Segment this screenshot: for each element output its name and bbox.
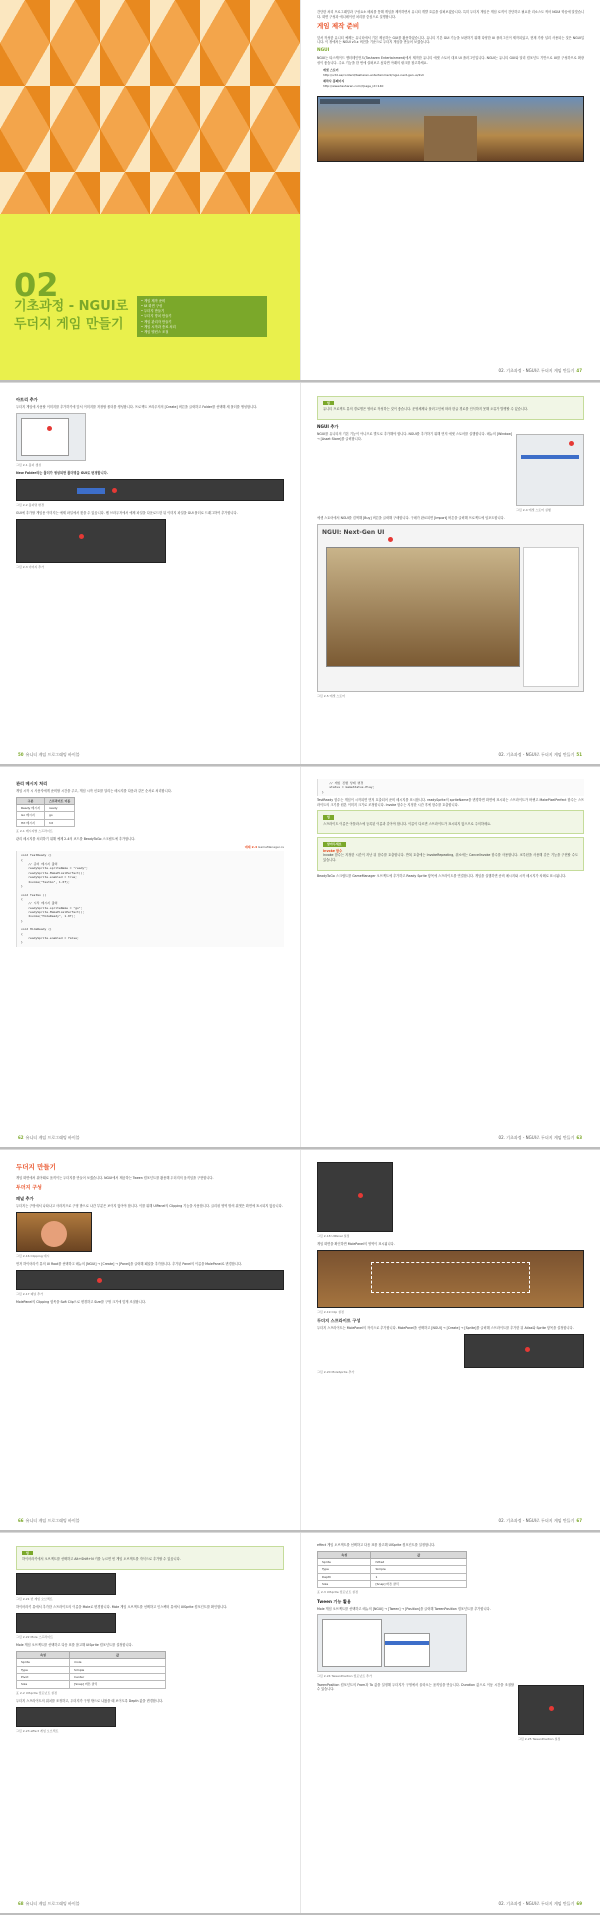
paragraph: 에셋 스토어에서 NGUI를 검색해 [Buy] 버튼을 클릭해 구매합니다. 구매가 완료되면 [Import] 버튼을 클릭해 프로젝트에 임포트합니다. <box>317 516 505 521</box>
subsection-heading: 두더지 구성 <box>16 1185 42 1192</box>
figure-caption: 그림 2-3 이미지 추가 <box>16 564 45 569</box>
page-69 <box>300 1533 600 1913</box>
page-folio: 66 유니티 게임 프로그래밍 바이블 <box>18 1518 80 1524</box>
paragraph: Mole 게임 오브젝트를 선택하고 다음 표를 참고해 UISprite 컴포넌트를 설정합니다. <box>16 1643 133 1648</box>
tip-tag: 팁 <box>22 1551 33 1555</box>
ngui-menu <box>322 1619 382 1667</box>
page-67 <box>300 1150 600 1530</box>
table-header: 스프라이트 이름 <box>44 797 74 804</box>
spread-5 <box>0 1533 600 1915</box>
paragraph: TweenPosition 컴포넌트의 From과 To 값을 설정해 두더지가 구멍에서 올라오는 움직임을 만듭니다. Duration 값으로 이동 시간을 조절할 수 있습니다. <box>317 1682 514 1692</box>
asset-store-screenshot <box>317 524 584 692</box>
section-heading: 관리 메시지 처리 <box>16 781 48 786</box>
paragraph: 게임 화면을 확인하면 MolePanel의 영역이 표시됩니다. <box>317 1242 395 1247</box>
figure-caption: 그림 2-19 Clip 설정 <box>317 1309 344 1314</box>
sprite-table <box>16 797 75 827</box>
paragraph: 두더지는 구멍에서 나타나고 사라지므로 구멍 밖으로 나간 부분은 보이지 않아야 합니다. 이를 위해 UIPanel의 Clipping 기능을 사용합니다. 클리핑 영역 밖의 위젯은 화면에 표시되지 않습니다. <box>16 1204 283 1209</box>
page-62 <box>0 767 300 1147</box>
page-folio: 02. 기초과정 - NGUI로 두더지 게임 만들기 63 <box>498 1135 582 1141</box>
tween-row <box>317 1683 584 1745</box>
table-row: Depth 1 <box>318 1573 467 1580</box>
create-menu-screenshot <box>16 413 86 461</box>
intro-paragraph: 간단한 처리 프로그래밍과 구성요소 배치를 통해 게임을 제작하면서 유니티 개발 흐름을 살펴보겠습니다. 특히 두더지 게임은 게임 로직이 간단하고 필요한 리소스도 적어 NGUI 학습에 알맞습니다. 화면 구성과 애니메이션 처리를 중심으로 설명합니다. <box>317 10 584 19</box>
code-listing: void TestReady () { // 준비 메시지 출력 readySprite.spriteName = "ready"; readySprite.MakePixelPerfect(); readySprite.enabled = true; Invoke("TestGo", 1.0f); } void TestGo () { // 시작 메시지 출력 readySprite.spriteName = "go"; readySprite.MakePixelPerfect(); Invoke("HideReady", 1.0f); } void HideReady () { readySprite.enabled = false; } <box>16 851 284 946</box>
table-header: 속성 <box>17 1651 70 1658</box>
page-folio: 02. 기초과정 - NGUI로 두더지 게임 만들기 69 <box>498 1901 582 1907</box>
section-heading: 아트리 추가 <box>16 397 38 402</box>
page-66 <box>0 1150 300 1530</box>
game-road <box>424 116 477 161</box>
toc-item: • 두더지 만들기 <box>141 309 263 314</box>
mole-illustration <box>41 1221 67 1247</box>
toc-item: • 게임 밸런스 조절 <box>141 330 263 335</box>
minor-heading: 패널 추가 <box>16 1196 34 1202</box>
table-row: Pivot Center <box>17 1673 166 1680</box>
tip-box <box>16 1546 284 1570</box>
section-heading: 두더지 만들기 <box>16 1163 56 1171</box>
tip-tag: 팁 <box>323 815 334 819</box>
page-50 <box>0 383 300 764</box>
mole-sprite-screenshot <box>464 1334 584 1368</box>
paragraph: New Folder라는 폴더가 생성되면 폴더명을 GUI로 변경합니다. <box>16 471 108 476</box>
spread-2 <box>0 383 600 766</box>
paragraph: 게임 시작 시 사용자에게 준비할 시간을 주고, 게임 시작 신호를 알리는 메시지를 다음과 같은 순서로 처리합니다. <box>16 789 172 794</box>
note-box <box>317 837 584 870</box>
paragraph: NGUI는 타스케이드 엔터테인먼트(Tasharen Entertainment)에서 제작한 유니티 에셋 스토어 대표 UI 플러그인입니다. NGUI는 유니티 GUI와 달리 컴포넌트 기반으로 UI를 구성하므로 확장성이 좋습니다. 주요 기능을 한 번에 살펴보고 싶다면 아래의 링크를 참고하세요. <box>317 56 584 65</box>
tip-text: 스프라이트 이름은 아틀라스에 등록된 이름과 같아야 합니다. 이름이 다르면 스프라이트가 표시되지 않으므로 주의하세요. <box>323 821 492 826</box>
paragraph: 앞서 작성한 유니티 예제는 유니티에서 기본 제공하는 GUI를 활용하였습니다. 유니티 기본 GUI 기능을 보완하기 위해 다양한 UI 플러그인이 제작되었고, 현재 가장 널리 사용되는 것은 NGUI입니다. 이 장에서는 NGUI v3.x 버전을 기준으로 두더지 게임을 만들어 보겠습니다. <box>317 35 584 45</box>
figure-caption: 그림 2-17 패널 추가 <box>16 1292 44 1297</box>
asset-store-link[interactable]: http://u3d.as/content/tasharen-entertainment/ngui-next-gen-ui/2vh <box>323 72 425 77</box>
paragraph: TestReady 함수는 게임이 시작되면 먼저 호출되어 준비 메시지를 표시합니다. readySprite의 spriteName을 변경하면 화면에 표시되는 스프라이트가 바뀌고 MakePixelPerfect 함수는 스프라이트의 크기를 원본 이미지 크기로 조정합니다. Invoke 함수는 지정한 시간 후에 함수를 호출합니다. <box>317 798 584 807</box>
homepage-link[interactable]: http://www.tasharen.com/?page_id=140 <box>323 83 384 88</box>
page-number: 62 <box>18 1135 24 1141</box>
table-header: 값 <box>371 1551 467 1558</box>
folder-highlight <box>77 488 105 494</box>
tween-inspector-screenshot <box>518 1685 584 1735</box>
chapter-number: 02 <box>14 266 59 304</box>
callout-marker <box>549 1706 554 1711</box>
toc-item: • 두더지 망치 만들기 <box>141 314 263 319</box>
callout-marker <box>79 534 84 539</box>
tip-box <box>317 810 584 834</box>
table-row: Sprite mole <box>17 1659 166 1666</box>
minor-heading: 두더지 스프라이트 구성 <box>317 1318 361 1324</box>
clip-area-screenshot <box>317 1250 584 1308</box>
callout-marker <box>97 1278 102 1283</box>
uipanel-screenshot <box>317 1162 393 1232</box>
mole-hierarchy-screenshot <box>16 1613 116 1633</box>
callout-marker <box>388 537 393 542</box>
table-caption: 표 2-1 메시지별 스프라이트 <box>16 829 53 834</box>
example-label: 예제 2-4 GameManager.cs <box>244 845 284 850</box>
figure-caption: 그림 2-1 폴더 생성 <box>16 462 42 467</box>
table-header: 값 <box>70 1651 166 1658</box>
page-number: 69 <box>576 1901 582 1907</box>
chapter-toc <box>137 296 267 337</box>
page-folio: 62 유니티 게임 프로그래밍 바이블 <box>18 1135 80 1141</box>
paragraph: 게임 화면에서 위아래로 움직이는 두더지를 만들어 보겠습니다. NGUI에서 제공하는 Tween 컴포넌트를 활용해 두더지의 움직임을 구현합니다. <box>16 1176 214 1181</box>
inspector-figure <box>518 1683 584 1745</box>
spread-1 <box>0 0 600 382</box>
window-menu-figure <box>516 432 584 516</box>
figure-caption: 그림 2-2 폴더명 변경 <box>16 502 45 507</box>
table-row: Size [Snap] 버튼 클릭 <box>318 1581 467 1588</box>
paragraph: 두더지 게임에 사용할 이미지를 추가하기에 앞서 이미지를 저장할 폴더를 생성합니다. 프로젝트 브라우저의 [Create] 버튼을 클릭하고 Folder를 선택해 새 폴더를 생성합니다. <box>16 405 258 410</box>
page-number: 66 <box>18 1518 24 1524</box>
game-hud <box>320 99 380 104</box>
page-47 <box>300 0 600 380</box>
section-heading: 게임 제작 준비 <box>317 22 360 31</box>
callout-marker <box>358 1193 363 1198</box>
chapter-opener-page <box>0 0 300 380</box>
table-header: 구분 <box>17 797 45 804</box>
table-row: Type Simple <box>17 1666 166 1673</box>
page-number: 63 <box>576 1135 582 1141</box>
paragraph: Mole 게임 오브젝트를 선택하고 메뉴의 [NGUI] → [Tween] → [Position]을 클릭해 TweenPosition 컴포넌트를 추가합니다. <box>317 1606 491 1611</box>
link-label: 제작사 홈페이지 <box>323 79 345 84</box>
paragraph: 두더지 스프라이트의 위치를 조정하고, 두더지가 구멍 밖으로 나왔을 때 보이도록 Depth 값을 변경합니다. <box>16 1699 164 1704</box>
page-68 <box>0 1533 300 1913</box>
add-panel-screenshot <box>16 1270 284 1290</box>
page-folio: 02. 기초과정 - NGUI로 두더지 게임 만들기 47 <box>498 368 582 374</box>
paragraph: GUI에 추가할 게임용 이미지는 예제 파일에서 찾을 수 있습니다. 웹 브라우저에서 예제 파일을 다운로드한 뒤 이미지 파일을 GUI 폴더로 드래그하여 추가합니다. <box>16 511 238 516</box>
store-preview <box>326 547 520 667</box>
chapter-title-line1: 기초과정 - NGUI로 <box>14 299 129 314</box>
tip-text: 유니티 프로젝트 뷰의 경로명은 영어로 작성하는 것이 좋습니다. 운영체제나 플러그인에 따라 한글 경로를 인식하지 못해 오류가 발생할 수 있습니다. <box>323 407 529 412</box>
toc-item: • 게임 관리자 만들기 <box>141 320 263 325</box>
callout-marker <box>112 488 117 493</box>
paragraph: effect 게임 오브젝트를 선택하고 다음 표를 참고해 UISprite 컴포넌트를 설정합니다. <box>317 1543 436 1547</box>
spread-4 <box>0 1150 600 1532</box>
page-folio: 50 유니티 게임 프로그래밍 바이블 <box>18 752 80 758</box>
ngui-add-row <box>317 432 584 516</box>
note-tag: 알아두세요 <box>323 842 346 846</box>
page-folio: 68 유니티 게임 프로그래밍 바이블 <box>18 1901 80 1907</box>
page-number: 47 <box>576 368 582 374</box>
chapter-title-line2: 두더지 게임 만들기 <box>14 317 124 332</box>
toc-item: • 게임 제작 준비 <box>141 299 263 304</box>
callout-marker <box>525 1347 530 1352</box>
figure-caption: 그림 2-24 TweenPosition 컴포넌트 추가 <box>317 1674 372 1679</box>
uisprite-table <box>16 1651 166 1689</box>
table-row: Size [Snap] 버튼 클릭 <box>17 1681 166 1688</box>
asset-store-menu-item <box>521 455 579 459</box>
paragraph: 먼저 하이어라키 뷰의 UI Root를 선택하고 메뉴의 [NGUI] → [Create] → [Panel]을 클릭해 패널을 추가합니다. 추가된 Panel의 이름을 MolePanel로 변경합니다. <box>16 1262 242 1267</box>
window-menu-screenshot <box>516 434 584 506</box>
rename-folder-screenshot <box>16 479 284 501</box>
table-row: Type Simple <box>318 1566 467 1573</box>
figure-caption: 그림 2-25 TweenPosition 설정 <box>518 1736 561 1741</box>
note-title: Invoke 함수 <box>323 848 343 853</box>
tween-menu-screenshot <box>317 1614 467 1672</box>
paragraph: NGUI를 유니티의 기본 기능이 아니므로 별도로 추가해야 합니다. NGUI를 추가하기 위해 먼저 에셋 스토어를 실행합니다. 메뉴의 [Window] → [Asset Store]를 클릭합니다. <box>317 432 512 441</box>
table-row: Ready 메시지 ready <box>17 805 75 812</box>
table-row: Sprite hitted <box>318 1558 467 1565</box>
table-caption: 표 2-2 UISprite 컴포넌트 설정 <box>16 1690 57 1695</box>
toc-item: • UI 화면 구성 <box>141 304 263 309</box>
table-caption: 표 2-3 UISprite 컴포넌트 설정 <box>317 1590 358 1595</box>
store-sidebar <box>523 547 579 687</box>
effect-table <box>317 1551 467 1589</box>
toc-item: • 게임 시작과 종료 처리 <box>141 325 263 330</box>
position-menu-item <box>385 1641 429 1645</box>
clip-rect <box>371 1262 530 1293</box>
section-heading: Tween 기능 활용 <box>317 1598 352 1604</box>
paragraph: BeadyToGo 스크립트를 GameManager 오브젝트에 추가하고 Ready Sprite 항목에 스프라이트를 연결합니다. 게임을 실행하면 준비 메시지와 시작 메시지가 차례로 표시됩니다. <box>317 873 567 878</box>
code-listing: // 게임 진행 상태 변경 status = GameStatus.Play; } <box>317 779 584 796</box>
effect-object-screenshot <box>16 1707 116 1727</box>
figure-caption: 그림 2-18 UIPanel 설정 <box>317 1234 350 1238</box>
tip-text: 하이어라키에서 오브젝트를 선택하고 Alt+Shift+N 키를 누르면 빈 게임 오브젝트를 자식으로 추가할 수 있습니다. <box>22 1557 181 1562</box>
figure-caption: 그림 2-5 에셋 스토어 <box>317 694 346 699</box>
figure-caption: 그림 2-23 effect 게임 오브젝트 <box>16 1728 59 1733</box>
clipping-example-image <box>16 1212 92 1252</box>
subsection-heading: NGUI <box>317 47 330 53</box>
section-heading: NGUI 추가 <box>317 423 339 429</box>
figure-caption: 그림 2-21 빈 게임 오브젝트 <box>16 1596 53 1601</box>
table-row: Go 메시지 go <box>17 812 75 819</box>
page-63 <box>300 767 600 1147</box>
figure-caption: 그림 2-4 에셋 스토어 실행 <box>516 508 551 513</box>
link-label: 에셋 스토어 <box>323 68 339 73</box>
tip-box <box>317 396 584 420</box>
page-number: 50 <box>18 752 24 758</box>
table-row: Hit 메시지 hit <box>17 819 75 826</box>
page-folio: 02. 기초과정 - NGUI로 두더지 게임 만들기 51 <box>498 752 582 758</box>
figure-caption: 그림 2-20 MoleSprite 추가 <box>317 1370 355 1375</box>
empty-object-screenshot <box>16 1573 116 1595</box>
tween-submenu <box>384 1633 430 1667</box>
paragraph: 두더지 스프라이트는 MolePanel의 자식으로 추가합니다. MolePanel을 선택하고 [NGUI] → [Create] → [Sprite]를 클릭해 스프라이트를 추가한 뒤 Atlas와 Sprite 항목을 설정합니다. <box>317 1326 574 1331</box>
table-header: 속성 <box>318 1551 371 1558</box>
figure-caption: 그림 2-22 Mole 스프라이트 <box>16 1634 54 1639</box>
paragraph: 하이어라키 뷰에서 추가한 스프라이트의 이름을 Mole로 변경합니다. Mole 게임 오브젝트를 선택하고 인스펙터 뷰에서 UISprite 컴포넌트를 확인합니다. <box>16 1605 228 1610</box>
tip-tag: 팁 <box>323 401 334 405</box>
page-number: 67 <box>576 1518 582 1524</box>
context-menu <box>21 418 69 456</box>
page-number: 51 <box>576 752 582 758</box>
decorative-pattern <box>0 0 300 214</box>
note-text: Invoke 함수는 지정한 시간이 지난 뒤 함수를 호출합니다. 반복 호출에는 InvokeRepeating, 취소에는 CancelInvoke 함수를 사용합니다. 코루틴을 사용해 같은 기능을 구현할 수도 있습니다. <box>323 853 578 862</box>
figure-caption: 그림 2-16 Clipping 예시 <box>16 1254 50 1259</box>
callout-marker <box>569 441 574 446</box>
spread-3 <box>0 767 600 1149</box>
callout-marker <box>47 426 52 431</box>
page-folio: 02. 기초과정 - NGUI로 두더지 게임 만들기 67 <box>498 1518 582 1524</box>
game-screenshot <box>317 96 584 162</box>
page-51 <box>300 383 600 764</box>
paragraph: MolePanel의 Clipping 항목을 Soft Clip으로 변경하고 Size를 구멍 크기에 맞게 조절합니다. <box>16 1300 146 1305</box>
page-number: 68 <box>18 1901 24 1907</box>
add-images-screenshot <box>16 519 166 563</box>
paragraph: 관리 메시지를 처리하기 위해 예제 2-4의 코드를 BeadyToGo 스크립트에 추가합니다. <box>16 837 136 842</box>
store-title: NGUI: Next-Gen UI <box>322 529 385 537</box>
link-list <box>323 68 584 87</box>
